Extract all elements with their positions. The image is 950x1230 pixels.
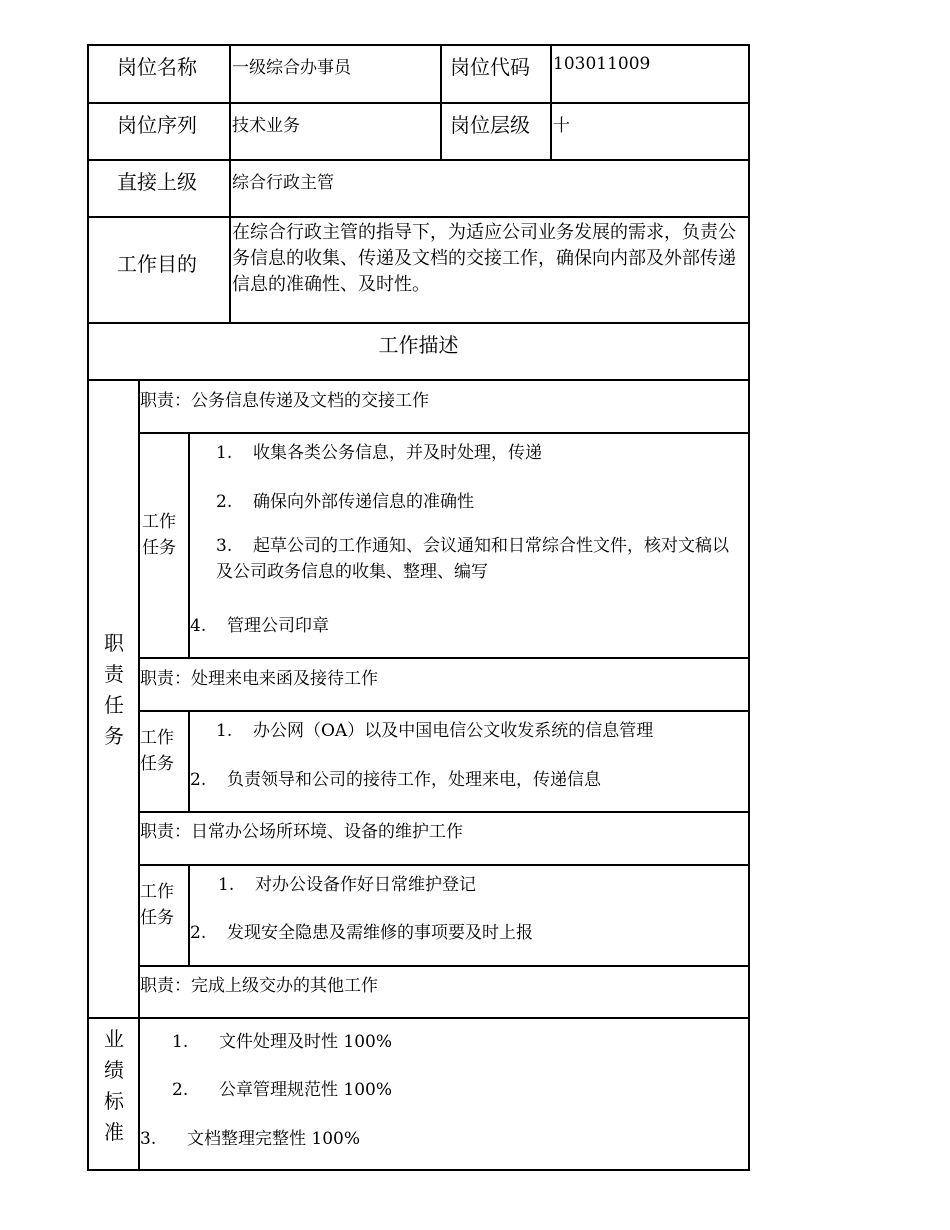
duty-2-tasks-label: 工作任务 bbox=[140, 728, 174, 774]
duty-1-task-4: 4. 管理公司印章 bbox=[190, 616, 329, 636]
position-name-label: 岗位名称 bbox=[117, 55, 197, 79]
supervisor-value: 综合行政主管 bbox=[232, 173, 334, 193]
duties-label: 职责任务 bbox=[104, 631, 124, 748]
supervisor-label: 直接上级 bbox=[117, 170, 197, 194]
duty-3-task-1: 1. 对办公设备作好日常维护登记 bbox=[218, 875, 476, 895]
duty-3-task-2: 2. 发现安全隐患及需维修的事项要及时上报 bbox=[190, 923, 533, 943]
duty-2-task-1: 1. 办公网（OA）以及中国电信公文收发系统的信息管理 bbox=[216, 721, 654, 741]
level-label: 岗位层级 bbox=[450, 113, 530, 137]
duty-3-tasks-label: 工作任务 bbox=[140, 882, 174, 928]
sequence-label: 岗位序列 bbox=[117, 113, 197, 137]
position-code-label: 岗位代码 bbox=[450, 55, 530, 79]
duty-3: 职责：日常办公场所环境、设备的维护工作 bbox=[140, 822, 463, 842]
duty-2-task-2: 2. 负责领导和公司的接待工作，处理来电，传递信息 bbox=[190, 770, 601, 790]
position-code-value: 103011009 bbox=[553, 54, 651, 74]
duty-2: 职责：处理来电来函及接待工作 bbox=[140, 669, 378, 689]
duty-1-task-3: 3. 起草公司的工作通知、会议通知和日常综合性文件，核对文稿以及公司政务信息的收集、整理、编写 bbox=[216, 536, 729, 582]
duty-1-task-2: 2. 确保向外部传递信息的准确性 bbox=[216, 492, 474, 512]
duty-1-task-1: 1. 收集各类公务信息，并及时处理，传递 bbox=[216, 443, 542, 463]
duty-4: 职责：完成上级交办的其他工作 bbox=[140, 976, 378, 996]
purpose-label: 工作目的 bbox=[117, 252, 197, 276]
position-name-value: 一级综合办事员 bbox=[232, 58, 351, 78]
sequence-value: 技术业务 bbox=[232, 116, 300, 136]
description-title: 工作描述 bbox=[378, 333, 459, 357]
purpose-text: 在综合行政主管的指导下，为适应公司业务发展的需求，负责公务信息的收集、传递及文档的交接工作，确保向内部及外部传递信息的准确性、及时性。 bbox=[232, 222, 736, 295]
standard-1: 1. 文件处理及时性 100% bbox=[172, 1032, 393, 1052]
duty-1: 职责：公务信息传递及文档的交接工作 bbox=[140, 391, 429, 411]
standard-3: 3. 文档整理完整性 100% bbox=[140, 1129, 361, 1149]
standard-2: 2. 公章管理规范性 100% bbox=[172, 1080, 393, 1100]
duty-1-tasks-label: 工作任务 bbox=[142, 512, 176, 558]
level-value: 十 bbox=[553, 116, 570, 136]
standards-label: 业绩标准 bbox=[104, 1027, 124, 1144]
